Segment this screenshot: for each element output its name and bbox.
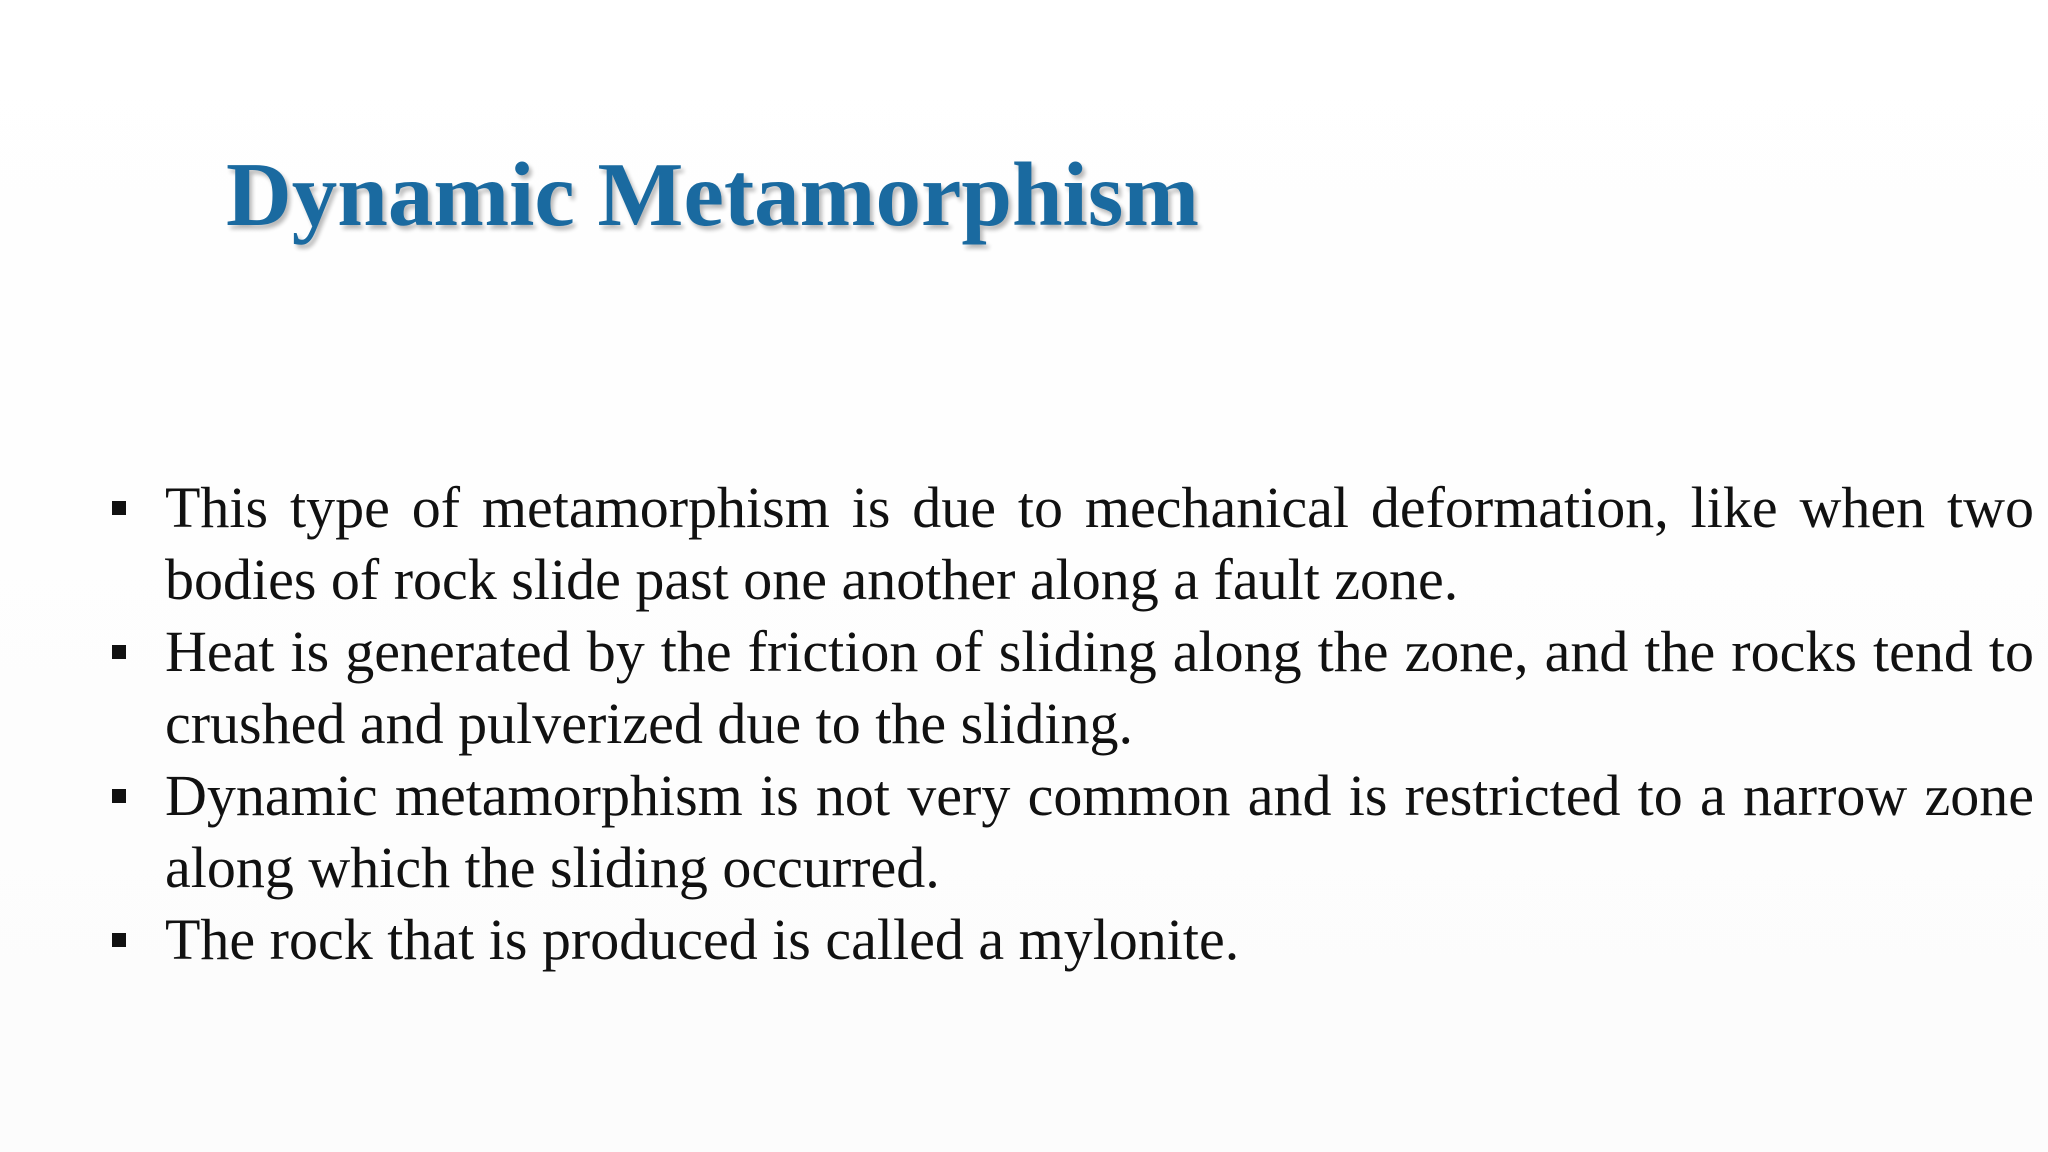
- square-bullet-icon: [112, 645, 126, 659]
- bullet-text: This type of metamorphism is due to mechanical deformation, like when two bodies of rock slide past one another along a fault zone.: [165, 475, 2034, 612]
- bullet-item: [108, 904, 2034, 976]
- bullet-item: [108, 760, 2034, 904]
- bullet-text: Dynamic metamorphism is not very common and is restricted to a narrow zone along which the sliding occurred.: [165, 763, 2034, 900]
- bullet-list: [108, 472, 2034, 976]
- slide-title: Dynamic Metamorphism: [226, 144, 1200, 245]
- bullet-item: [108, 616, 2034, 760]
- square-bullet-icon: [112, 501, 126, 515]
- bullet-text: Heat is generated by the friction of sliding along the zone, and the rocks tend to crushed and pulverized due to the sliding.: [165, 619, 2034, 756]
- bullet-item: [108, 472, 2034, 616]
- square-bullet-icon: [112, 933, 126, 947]
- bullet-text: The rock that is produced is called a mylonite.: [165, 907, 1240, 972]
- square-bullet-icon: [112, 789, 126, 803]
